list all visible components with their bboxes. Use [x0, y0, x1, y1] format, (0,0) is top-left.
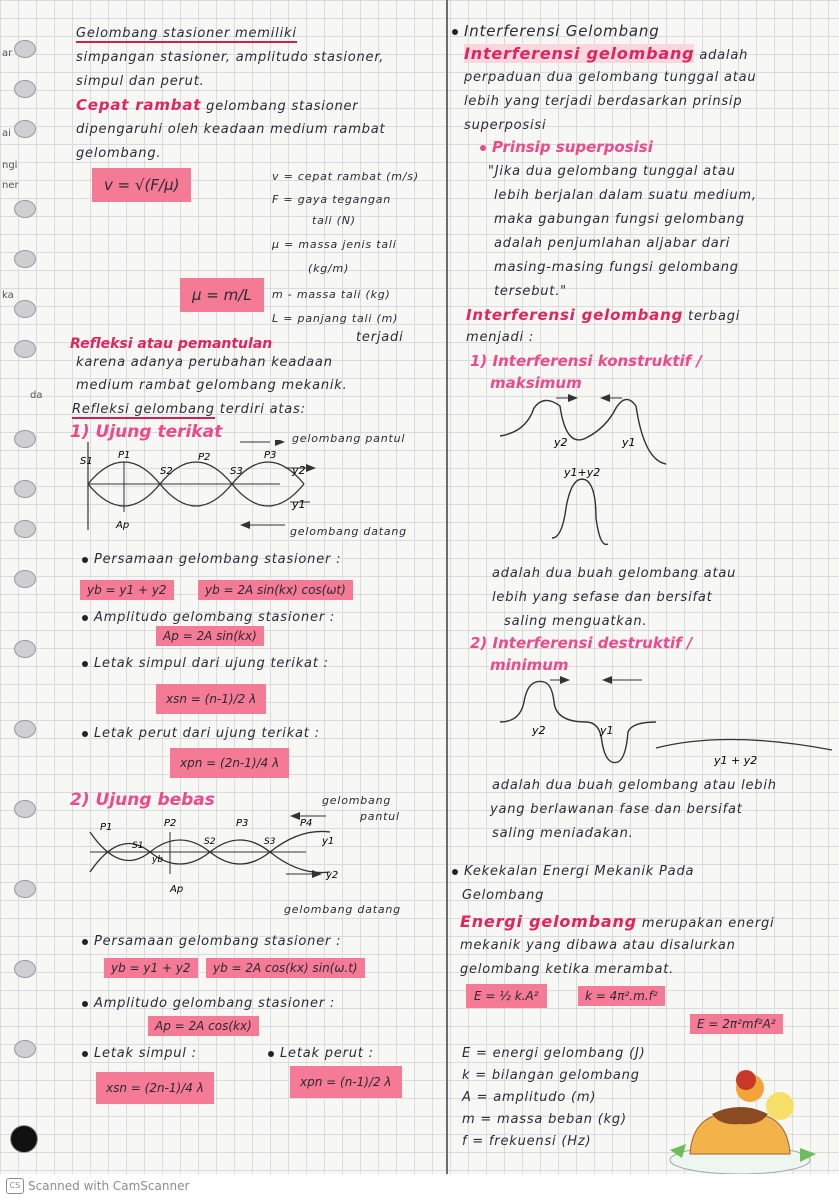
binding-hole: [14, 40, 36, 58]
text: Letak perut :: [280, 1046, 374, 1061]
diagram-label: yb: [152, 855, 164, 865]
formula-box: Ap = 2A sin(kx): [156, 626, 264, 646]
section-heading: [452, 864, 694, 879]
section-heading: [452, 22, 660, 40]
text: terdiri atas:: [219, 402, 306, 417]
legend-line: f = frekuensi (Hz): [462, 1134, 592, 1149]
text-line: gelombang.: [76, 146, 162, 161]
binding-hole: [14, 640, 36, 658]
sub-heading: [480, 138, 653, 156]
text-line: [76, 26, 297, 41]
red-term: Interferensi gelombang: [466, 306, 684, 324]
diagram-label: y2: [532, 724, 546, 737]
formula-box: E = ½ k.A²: [466, 984, 547, 1008]
legend-line: m = massa beban (kg): [462, 1112, 627, 1127]
text-line: medium rambat gelombang mekanik.: [76, 378, 348, 393]
margin-note: ner: [2, 180, 19, 191]
diagram-label: y2: [292, 464, 306, 477]
text: adalah: [699, 48, 749, 63]
margin-note: da: [30, 390, 43, 401]
text: Kekekalan Energi Mekanik Pada: [464, 864, 695, 879]
legend-line: (kg/m): [308, 262, 350, 275]
pudding-sticker: [650, 1070, 830, 1180]
legend-line: k = bilangan gelombang: [462, 1068, 640, 1083]
legend-line: v = cepat rambat (m/s): [272, 170, 419, 183]
bullet-title: [82, 656, 329, 671]
formula-box: Ap = 2A cos(kx): [148, 1016, 259, 1036]
diagram-label: y1 + y2: [714, 754, 758, 767]
diagram-label: P1: [118, 450, 131, 461]
margin-note: ngi: [2, 160, 18, 171]
binding-hole: [14, 880, 36, 898]
sub-heading: 1) Interferensi konstruktif /: [470, 352, 702, 370]
text: terjadi: [356, 330, 404, 345]
sub-heading: 2) Interferensi destruktif /: [470, 634, 693, 652]
formula-box: xpn = (2n-1)/4 λ: [170, 748, 289, 778]
text: terbagi: [688, 309, 741, 324]
diagram-caption: pantul: [360, 810, 400, 823]
diagram-label: y1: [292, 498, 306, 511]
binding-hole: [14, 720, 36, 738]
scanner-watermark: Scanned with CamScanner: [28, 1179, 190, 1193]
binding-hole: [14, 120, 36, 138]
quote-line: tersebut.": [494, 284, 567, 299]
section-heading: Gelombang: [462, 888, 545, 903]
sub-heading: minimum: [490, 656, 569, 674]
bullet-title: [82, 726, 320, 741]
diagram-label: S1: [132, 841, 144, 851]
bullet-title: [82, 996, 335, 1011]
red-term: Energi gelombang: [460, 912, 637, 931]
text-line: [76, 96, 358, 114]
formula-box: yb = y1 + y2: [104, 958, 198, 978]
text-line: yang berlawanan fase dan bersifat: [490, 802, 743, 817]
text: Letak perut dari ujung terikat :: [94, 726, 320, 741]
binding-hole: [14, 340, 36, 358]
legend-line: A = amplitudo (m): [462, 1090, 597, 1105]
diagram-label: y1: [600, 724, 614, 737]
section-heading: 2) Ujung bebas: [70, 790, 215, 810]
text: gelombang stasioner: [206, 99, 359, 114]
text-line: mekanik yang dibawa atau disalurkan: [460, 938, 736, 953]
text-line: [466, 306, 740, 324]
formula-box: k = 4π².m.f²: [578, 986, 665, 1006]
text-line: dipengaruhi oleh keadaan medium rambat: [76, 122, 386, 137]
binding-hole: [14, 520, 36, 538]
diagram-label: Ap: [170, 884, 184, 895]
spiral-binding: [0, 0, 50, 1200]
formula-box: xsn = (2n-1)/4 λ: [96, 1072, 214, 1104]
binding-hole: [14, 960, 36, 978]
text-line: simpangan stasioner, amplitudo stasioner,: [76, 50, 385, 65]
text-line: [464, 44, 748, 63]
section-heading: 1) Ujung terikat: [70, 422, 223, 442]
legend-line: L = panjang tali (m): [272, 312, 399, 325]
diagram-label: P2: [164, 818, 177, 829]
formula-box: xpn = (n-1)/2 λ: [290, 1066, 402, 1098]
diagram-label: P3: [236, 818, 249, 829]
formula-box: μ = m/L: [180, 278, 264, 312]
formula-box: E = 2π²mf²A²: [690, 1014, 783, 1034]
underlined-term: Refleksi gelombang: [72, 402, 215, 417]
constructive-interference-diagram: [496, 388, 676, 558]
text-line: [70, 333, 272, 352]
text: Interferensi Gelombang: [464, 22, 660, 40]
text-line: saling menguatkan.: [504, 614, 648, 629]
text: Letak simpul :: [94, 1046, 197, 1061]
red-term: Cepat rambat: [76, 96, 202, 114]
text: merupakan energi: [641, 916, 775, 931]
text-line: simpul dan perut.: [76, 74, 205, 89]
text-line: adalah dua buah gelombang atau: [492, 566, 737, 581]
text: Persamaan gelombang stasioner :: [94, 934, 342, 949]
destructive-interference-diagram: [496, 672, 836, 772]
diagram-label: P3: [264, 450, 277, 461]
legend-line: E = energi gelombang (J): [462, 1046, 646, 1061]
diagram-label: y2: [326, 870, 339, 881]
legend-line: m - massa tali (kg): [272, 288, 391, 301]
legend-line: tali (N): [312, 214, 356, 227]
legend-line: F = gaya tegangan: [272, 193, 392, 206]
binding-hole: [14, 480, 36, 498]
text-line: adalah dua buah gelombang atau lebih: [492, 778, 777, 793]
diagram-label: S3: [264, 837, 276, 847]
column-divider: [446, 0, 448, 1200]
red-heading: Refleksi atau pemantulan: [70, 336, 273, 352]
formula-box: xsn = (n-1)/2 λ: [156, 684, 266, 714]
text: Amplitudo gelombang stasioner :: [94, 610, 336, 625]
bullet-title: [268, 1046, 374, 1061]
diagram-label: S3: [230, 466, 243, 477]
quote-line: maka gabungan fungsi gelombang: [494, 212, 745, 227]
diagram-label: y1+y2: [564, 466, 601, 479]
camscanner-logo: CS: [6, 1178, 24, 1194]
quote-line: "Jika dua gelombang tunggal atau: [488, 164, 736, 179]
text-line: superposisi: [464, 118, 547, 133]
free-end-wave-diagram: [86, 812, 386, 902]
binding-hole: [14, 200, 36, 218]
formula-box: v = √(F/μ): [92, 168, 191, 202]
binding-hole: [14, 430, 36, 448]
sub-heading: maksimum: [490, 374, 582, 392]
bullet-title: [82, 1046, 197, 1061]
bullet-title: [82, 552, 341, 567]
text-line: karena adanya perubahan keadaan: [76, 355, 333, 370]
binding-hole: [14, 570, 36, 588]
scanner-footer: [0, 1174, 839, 1200]
quote-line: masing-masing fungsi gelombang: [494, 260, 739, 275]
diagram-label: Ap: [116, 520, 130, 531]
text: Prinsip superposisi: [492, 138, 653, 156]
bullet-title: [82, 934, 341, 949]
text: Letak simpul dari ujung terikat :: [94, 656, 329, 671]
binding-hole: [14, 300, 36, 318]
text: Amplitudo gelombang stasioner :: [94, 996, 336, 1011]
diagram-label: S2: [204, 837, 216, 847]
diagram-label: P1: [100, 822, 113, 833]
diagram-caption: gelombang datang: [284, 903, 401, 916]
text-line: gelombang ketika merambat.: [460, 962, 675, 977]
diagram-label: S1: [80, 456, 93, 467]
red-term: Interferensi gelombang: [464, 44, 695, 63]
quote-line: lebih berjalan dalam suatu medium,: [494, 188, 757, 203]
margin-note: ai: [2, 128, 11, 139]
binding-hole: [14, 250, 36, 268]
text-line: saling meniadakan.: [492, 826, 634, 841]
diagram-caption: gelombang: [322, 794, 392, 807]
legend-line: μ = massa jenis tali: [272, 238, 397, 251]
binding-hole: [14, 1040, 36, 1058]
text-line: lebih yang terjadi berdasarkan prinsip: [464, 94, 743, 109]
quote-line: adalah penjumlahan aljabar dari: [494, 236, 731, 251]
diagram-label: P4: [300, 818, 313, 829]
diagram-caption: gelombang datang: [290, 525, 407, 538]
diagram-label: y1: [622, 436, 636, 449]
text-line: menjadi :: [466, 330, 535, 345]
diagram-label: P2: [198, 452, 211, 463]
formula-box: yb = y1 + y2: [80, 580, 174, 600]
formula-box: yb = 2A sin(kx) cos(ωt): [198, 580, 353, 600]
margin-note: ka: [2, 290, 14, 301]
bullet-title: [82, 610, 335, 625]
diagram-label: y1: [322, 836, 335, 847]
binding-hole: [14, 80, 36, 98]
formula-box: yb = 2A cos(kx) sin(ω.t): [206, 958, 365, 978]
underlined-term: Gelombang stasioner memiliki: [76, 26, 297, 41]
text-line: lebih yang sefase dan bersifat: [492, 590, 713, 605]
text-line: [72, 402, 306, 417]
margin-note: ar: [2, 48, 13, 59]
diagram-label: y2: [554, 436, 568, 449]
text-line: [460, 912, 774, 931]
text: Persamaan gelombang stasioner :: [94, 552, 342, 567]
text-line: perpaduan dua gelombang tunggal atau: [464, 70, 757, 85]
diagram-label: S2: [160, 466, 173, 477]
diagram-caption: gelombang pantul: [292, 432, 406, 445]
binding-hole: [10, 1125, 38, 1153]
binding-hole: [14, 800, 36, 818]
